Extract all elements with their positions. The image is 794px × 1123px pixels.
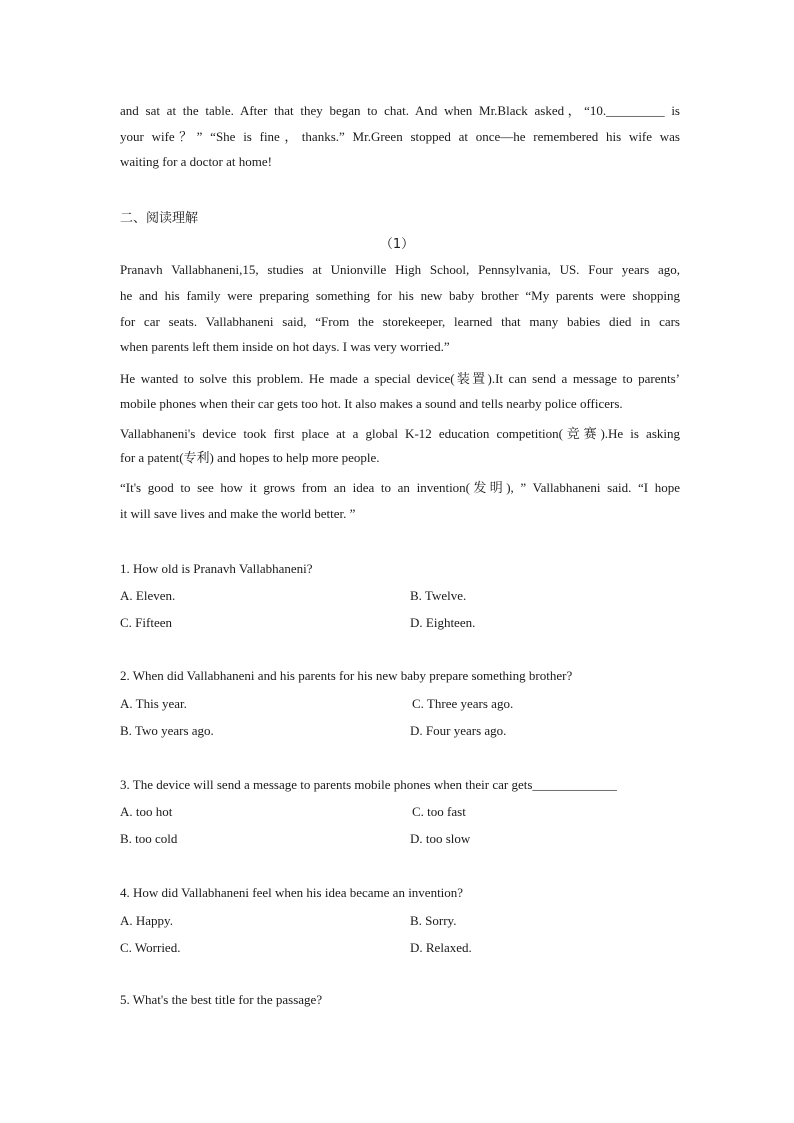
question-3-stem: 3. The device will send a message to parents mobile phones when their car gets_____________	[120, 777, 617, 792]
question-3-option: D. too slow	[410, 831, 471, 846]
cloze-line-1: and sat at the table. After that they began to chat. And when Mr.Black asked，“10._________ is	[120, 103, 680, 118]
cloze-line-3: waiting for a doctor at home!	[120, 154, 272, 169]
passage-line-8: for a patent(专利) and hopes to help more people.	[120, 450, 380, 465]
question-5-stem: 5. What's the best title for the passage?	[120, 992, 323, 1007]
question-4-stem: 4. How did Vallabhaneni feel when his idea became an invention?	[120, 885, 464, 900]
passage-line-7: Vallabhaneni's device took first place at a global K-12 education competition(竞赛).He is asking	[120, 426, 680, 441]
question-2-stem: 2. When did Vallabhaneni and his parents for his new baby prepare something brother?	[120, 668, 573, 683]
question-3-option: B. too cold	[120, 831, 178, 846]
question-4-option: B. Sorry.	[410, 913, 457, 928]
section-heading: 二、阅读理解	[120, 211, 199, 226]
question-1-option: B. Twelve.	[410, 588, 467, 603]
question-3-option: C. too fast	[412, 804, 466, 819]
passage-line-2: he and his family were preparing something for his new baby brother “My parents were shopping	[120, 288, 680, 303]
passage-line-6: mobile phones when their car gets too hot. It also makes a sound and tells nearby police officers.	[120, 396, 623, 411]
passage-line-10: it will save lives and make the world better. ”	[120, 506, 356, 521]
passage-line-4: when parents left them inside on hot days. I was very worried.”	[120, 339, 450, 354]
question-2-option: C. Three years ago.	[412, 696, 514, 711]
question-1-option: C. Fifteen	[120, 615, 172, 630]
passage-line-3: for car seats. Vallabhaneni said, “From the storekeeper, learned that many babies died in cars	[120, 314, 680, 329]
question-2-option: A. This year.	[120, 696, 187, 711]
passage-line-9: “It's good to see how it grows from an idea to an invention(发明), ” Vallabhaneni said. “I hope	[120, 480, 680, 495]
question-1-stem: 1. How old is Pranavh Vallabhaneni?	[120, 561, 313, 576]
question-1-option: D. Eighteen.	[410, 615, 476, 630]
passage-line-1: Pranavh Vallabhaneni,15, studies at Unionville High School, Pennsylvania, US. Four years ago,	[120, 262, 680, 277]
question-3-option: A. too hot	[120, 804, 173, 819]
question-2-option: D. Four years ago.	[410, 723, 507, 738]
question-4-option: D. Relaxed.	[410, 940, 472, 955]
question-4-option: C. Worried.	[120, 940, 181, 955]
question-4-option: A. Happy.	[120, 913, 173, 928]
question-1-option: A. Eleven.	[120, 588, 176, 603]
passage-number: （1）	[379, 237, 415, 252]
cloze-line-2: your wife？” “She is fine，thanks.” Mr.Green stopped at once—he remembered his wife was	[120, 129, 680, 144]
question-2-option: B. Two years ago.	[120, 723, 214, 738]
passage-line-5: He wanted to solve this problem. He made a special device(装置).It can send a message to parents’	[120, 371, 680, 386]
